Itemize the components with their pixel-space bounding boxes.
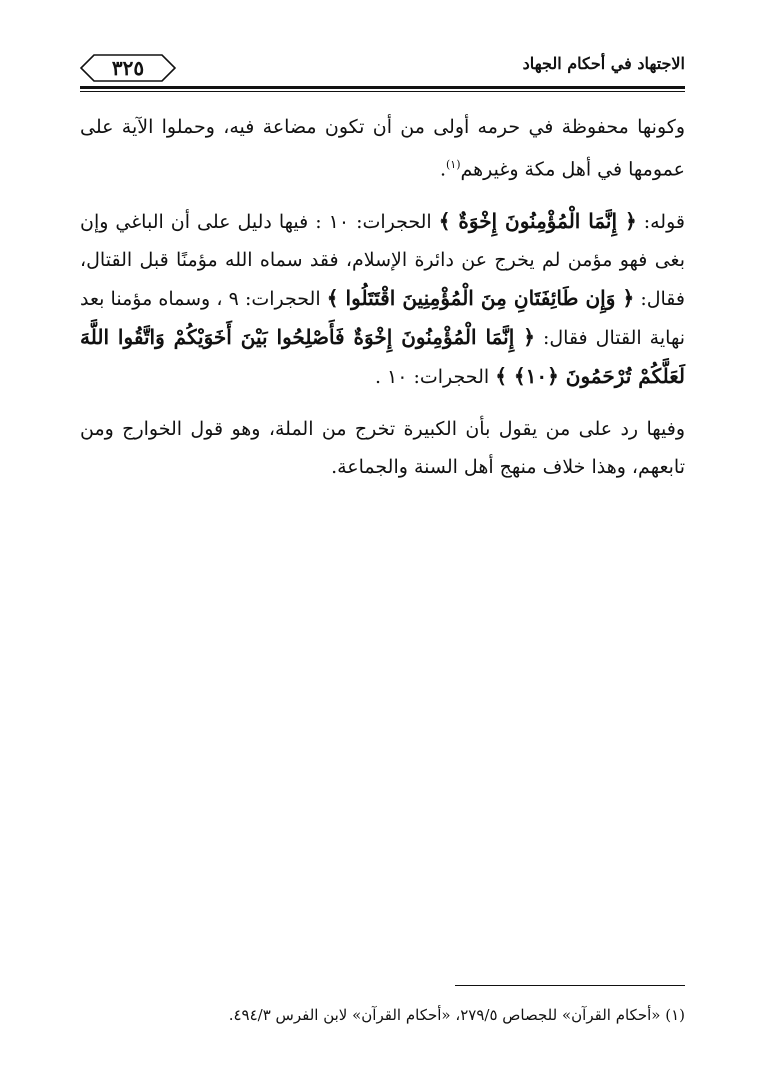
page-header <box>80 46 685 90</box>
header-rule-thin <box>80 91 685 92</box>
paragraph-1 <box>80 108 685 188</box>
paragraph-1-text: وكونها محفوظة في حرمه أولى من أن تكون مضاعة فيه، وحملوا الآية على عمومها في أهل مكة وغيرهم <box>80 116 685 181</box>
header-rule-thick <box>80 86 685 89</box>
page-number: ٣٢٥ <box>111 56 145 80</box>
quran-verse-1: ﴿ إِنَّمَا الْمُؤْمِنُونَ إِخْوَةٌ ﴾ <box>438 209 637 234</box>
quran-verse-3: ﴿ إِنَّمَا الْمُؤْمِنُونَ إِخْوَةٌ فَأَصْلِحُوا بَيْنَ أَخَوَيْكُمْ وَاتَّقُوا اللَّهَ لَعَلَّكُمْ تُرْحَمُونَ ﴿١٠﴾ ﴾ <box>80 325 685 389</box>
paragraph-2 <box>80 202 685 396</box>
page-number-frame <box>80 54 176 82</box>
paragraph-1-end: . <box>439 158 446 181</box>
footnote: (١) «أحكام القرآن» للجصاص ٢٧٩/٥، «أحكام القرآن» لابن الفرس ٤٩٤/٣. <box>228 1006 685 1024</box>
paragraph-2-body: الحجرات: ١٠ : فيها دليل على أن الباغي وإن بغى فهو مؤمن لم يخرج عن دائرة الإسلام، فقد سماه الله مؤمنًا قبل القتال، فقال: <box>80 211 686 311</box>
footnote-marker: (١) <box>446 158 461 171</box>
paragraph-3: وفيها رد على من يقول بأن الكبيرة تخرج من الملة، وهو قول الخوارج ومن تابعهم، وهذا خلاف منهج أهل السنة والجماعة. <box>80 418 685 479</box>
paragraph-2-end: الحجرات: ١٠ . <box>374 366 490 389</box>
footnote-separator <box>455 985 685 986</box>
quran-verse-2: ﴿ وَإِن طَائِفَتَانِ مِنَ الْمُؤْمِنِينَ اقْتَتَلُوا ﴾ <box>326 286 635 311</box>
main-text <box>80 108 685 500</box>
paragraph-2-lead: قوله: <box>643 211 685 234</box>
paragraph-2-middle: الحجرات: ٩ ، وسماه مؤمنا بعد نهاية القتال فقال: <box>80 288 685 350</box>
running-title: الاجتهاد في أحكام الجهاد <box>522 54 685 73</box>
